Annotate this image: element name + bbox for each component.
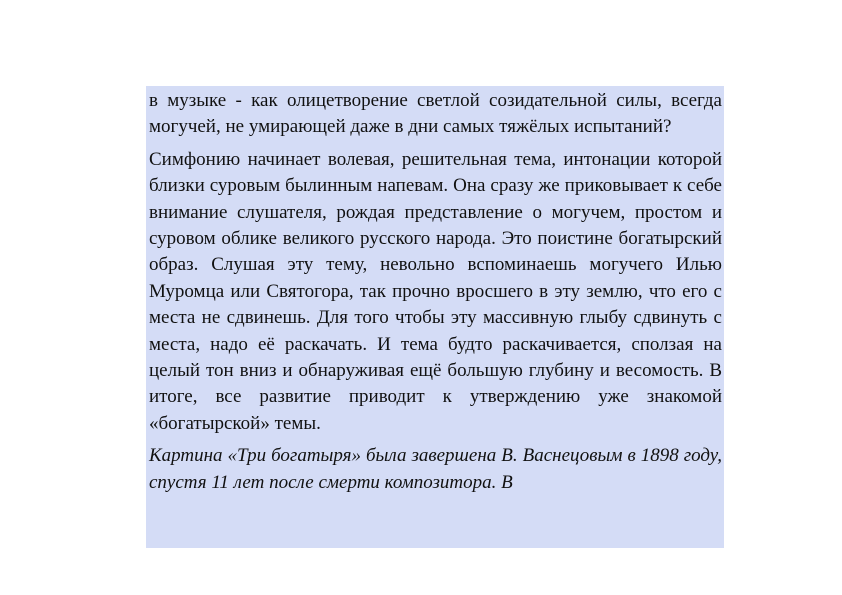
highlighted-text-block xyxy=(146,86,724,548)
paragraph-intro: в музыке - как олицетворение светлой созидательной силы, всегда могучей, не умирающей даже в дни самых тяжёлых испытаний? xyxy=(149,90,722,138)
paragraph-painting: Картина «Три богатыря» была завершена В. Васнецовым в 1898 году, спустя 11 лет после смерти композитора. В xyxy=(149,445,722,493)
paragraph-symphony: Симфонию начинает волевая, решительная тема, интонации которой близки суровым былинным напевам. Она сразу же приковывает к себе внимание слушателя, рождая представление о могучем, простом и суровом облике великого русского народа. Это поистине богатырский образ. Слушая эту тему, невольно вспоминаешь могучего Илью Муромца или Святогора, так прочно вросшего в эту землю, что его с места не сдвинешь. Для того чтобы эту массивную глыбу сдвинуть с места, надо её раскачать. И тема будто раскачивается, сползая на целый тон вниз и обнаруживая ещё большую глубину и весомость. В итоге, все развитие приводит к утверждению уже знакомой «богатырской» темы. xyxy=(149,148,722,434)
